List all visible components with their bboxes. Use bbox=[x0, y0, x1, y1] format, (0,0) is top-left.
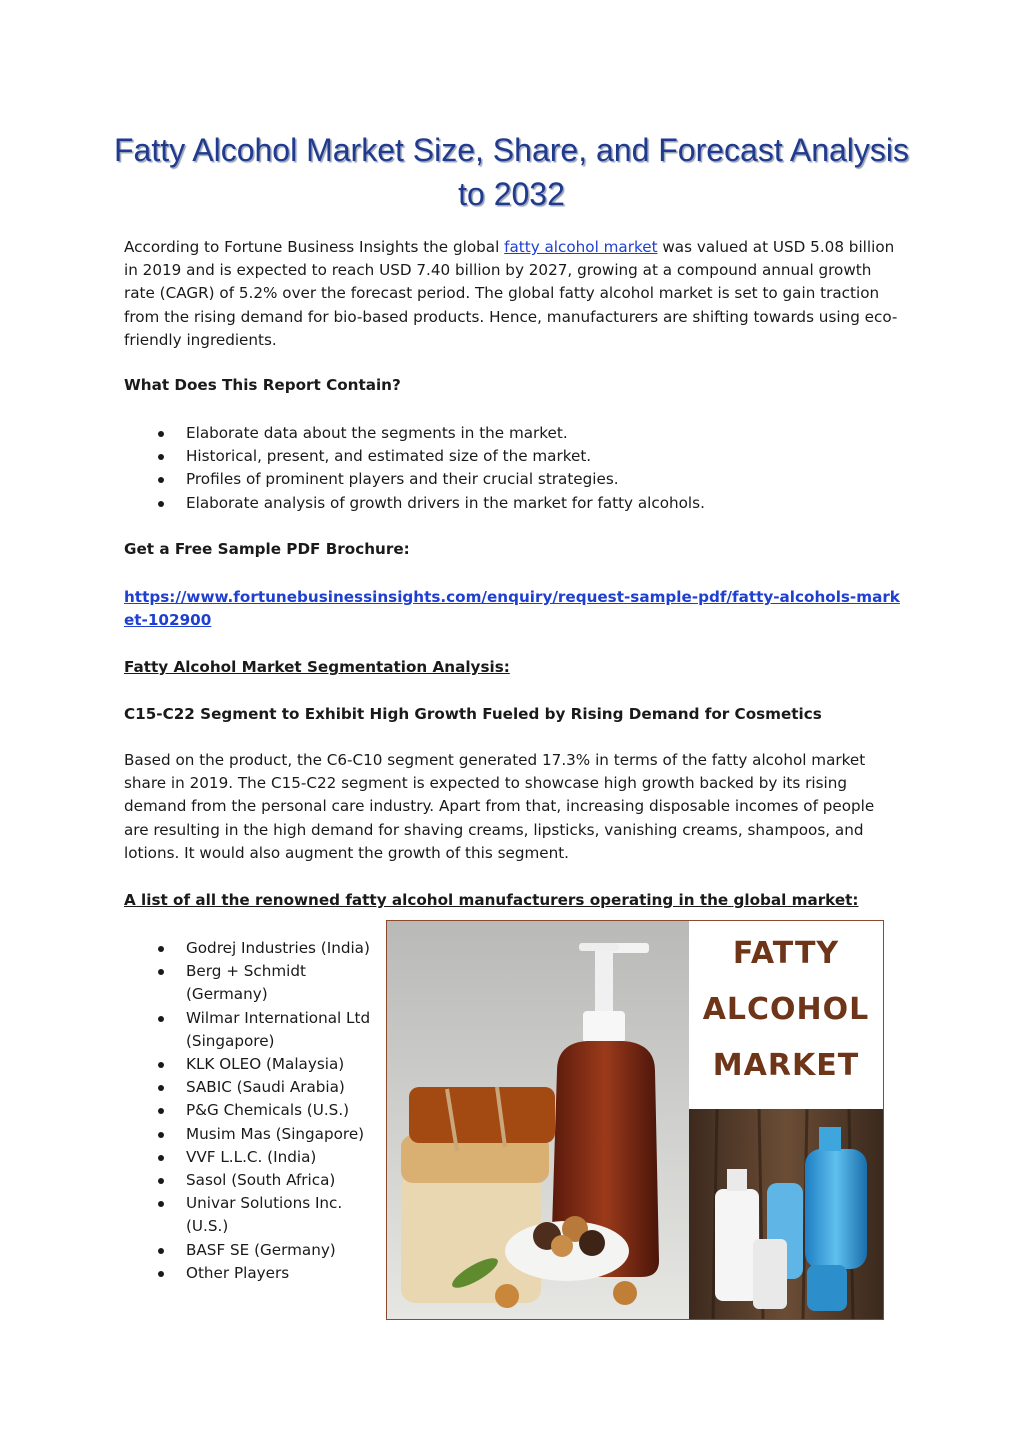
list-item: KLK OLEO (Malaysia) bbox=[124, 1053, 376, 1076]
figure-word-market: MARKET bbox=[712, 1048, 860, 1083]
list-item: VVF L.L.C. (India) bbox=[124, 1146, 376, 1169]
c15-segment-heading: C15-C22 Segment to Exhibit High Growth Fueled by Rising Demand for Cosmetics bbox=[124, 705, 822, 723]
intro-text-after: was valued at USD 5.08 billion in 2019 and is expected to reach USD 7.40 billion by 2027, growing at a compound annual growth rate (CAGR) of 5.2% over the forecast period. The global fatty alcohol market is set to gain traction from the rising demand for bio-based products. Hence, manufacturers are shifting towards using eco-friendly ingredients. bbox=[124, 238, 898, 349]
sample-link-block bbox=[124, 586, 900, 632]
list-item: Wilmar International Ltd (Singapore) bbox=[124, 1007, 376, 1053]
manufacturers-heading: A list of all the renowned fatty alcohol manufacturers operating in the global market: bbox=[124, 891, 859, 909]
list-item: SABIC (Saudi Arabia) bbox=[124, 1076, 376, 1099]
fatty-alcohol-market-link[interactable]: fatty alcohol market bbox=[504, 238, 658, 256]
sample-heading: Get a Free Sample PDF Brochure: bbox=[124, 540, 410, 558]
list-item: Elaborate analysis of growth drivers in the market for fatty alcohols. bbox=[124, 492, 900, 515]
fatty-alcohol-market-image bbox=[386, 920, 884, 1320]
list-item: Other Players bbox=[124, 1262, 376, 1285]
report-contents-list bbox=[124, 422, 900, 515]
segmentation-heading: Fatty Alcohol Market Segmentation Analysis: bbox=[124, 658, 510, 676]
sample-pdf-link[interactable]: https://www.fortunebusinessinsights.com/enquiry/request-sample-pdf/fatty-alcohols-market-102900 bbox=[124, 588, 900, 630]
product-paragraph: Based on the product, the C6-C10 segment generated 17.3% in terms of the fatty alcohol market share in 2019. The C15-C22 segment is expected to showcase high growth backed by its rising demand from the personal care industry. Apart from that, increasing disposable incomes of people are resulting in the high demand for shaving creams, lipsticks, vanishing creams, shampoos, and lotions. It would also augment the growth of this segment. bbox=[124, 751, 875, 862]
page-title: Fatty Alcohol Market Size, Share, and Forecast Analysis to 2032 bbox=[113, 132, 910, 212]
product-illustration bbox=[387, 921, 883, 1319]
report-heading: What Does This Report Contain? bbox=[124, 376, 401, 394]
list-item: Berg + Schmidt (Germany) bbox=[124, 960, 376, 1006]
list-item: BASF SE (Germany) bbox=[124, 1239, 376, 1262]
intro-paragraph bbox=[124, 236, 900, 352]
manufacturers-list bbox=[124, 937, 384, 1285]
figure-word-alcohol: ALCOHOL bbox=[702, 992, 870, 1027]
list-item: Historical, present, and estimated size of the market. bbox=[124, 445, 900, 468]
figure-word-fatty: FATTY bbox=[732, 936, 840, 971]
list-item: Univar Solutions Inc. (U.S.) bbox=[124, 1192, 376, 1238]
list-item: Elaborate data about the segments in the market. bbox=[124, 422, 900, 445]
list-item: Musim Mas (Singapore) bbox=[124, 1123, 376, 1146]
list-item: Sasol (South Africa) bbox=[124, 1169, 376, 1192]
intro-text-before: According to Fortune Business Insights the global bbox=[124, 238, 505, 256]
list-item: Godrej Industries (India) bbox=[124, 937, 376, 960]
list-item: Profiles of prominent players and their crucial strategies. bbox=[124, 468, 900, 491]
list-item: P&G Chemicals (U.S.) bbox=[124, 1099, 376, 1122]
